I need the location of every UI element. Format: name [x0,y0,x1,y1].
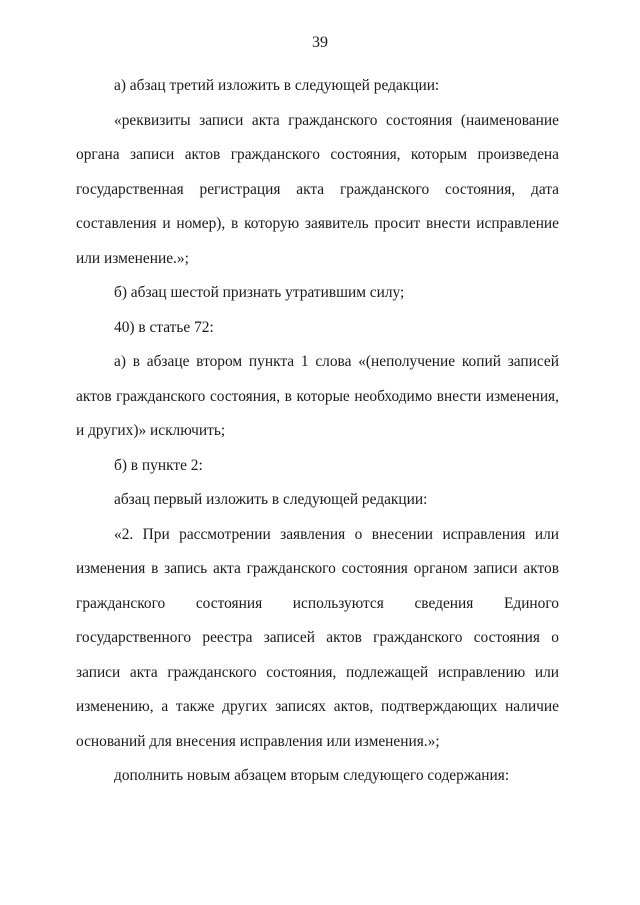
paragraph: 40) в статье 72: [114,318,214,336]
page-number: 39 [312,34,328,51]
document-body [76,69,559,794]
paragraph: «2. При рассмотрении заявления о внесении исправления или изменения в запись акта гражданского состояния органом записи актов гражданского состояния используются сведения Единого государственного реестра записей актов гражданского состояния о записи акта гражданского состояния, подлежащей исправлению или изменению, а также других записях актов, подтверждающих наличие оснований для внесения исправления или изменения.»; [76,525,559,750]
paragraph: б) абзац шестой признать утратившим силу; [114,284,405,301]
paragraph: дополнить новым абзацем вторым следующего содержания: [114,767,510,784]
paragraph: б) в пункте 2: [114,456,203,474]
paragraph: а) абзац третий изложить в следующей редакции: [114,77,440,94]
paragraph: а) в абзаце втором пункта 1 слова «(неполучение копий записей актов гражданского состояния, в которые необходимо внести изменения, и других)» исключить; [76,353,559,439]
paragraph: абзац первый изложить в следующей редакции: [114,491,428,508]
paragraph: «реквизиты записи акта гражданского состояния (наименование органа записи актов гражданского состояния, которым произведена государственная регистрация акта гражданского состояния, дата составления и номер), в которую заявитель просит внести исправление или изменение.»; [76,111,559,267]
